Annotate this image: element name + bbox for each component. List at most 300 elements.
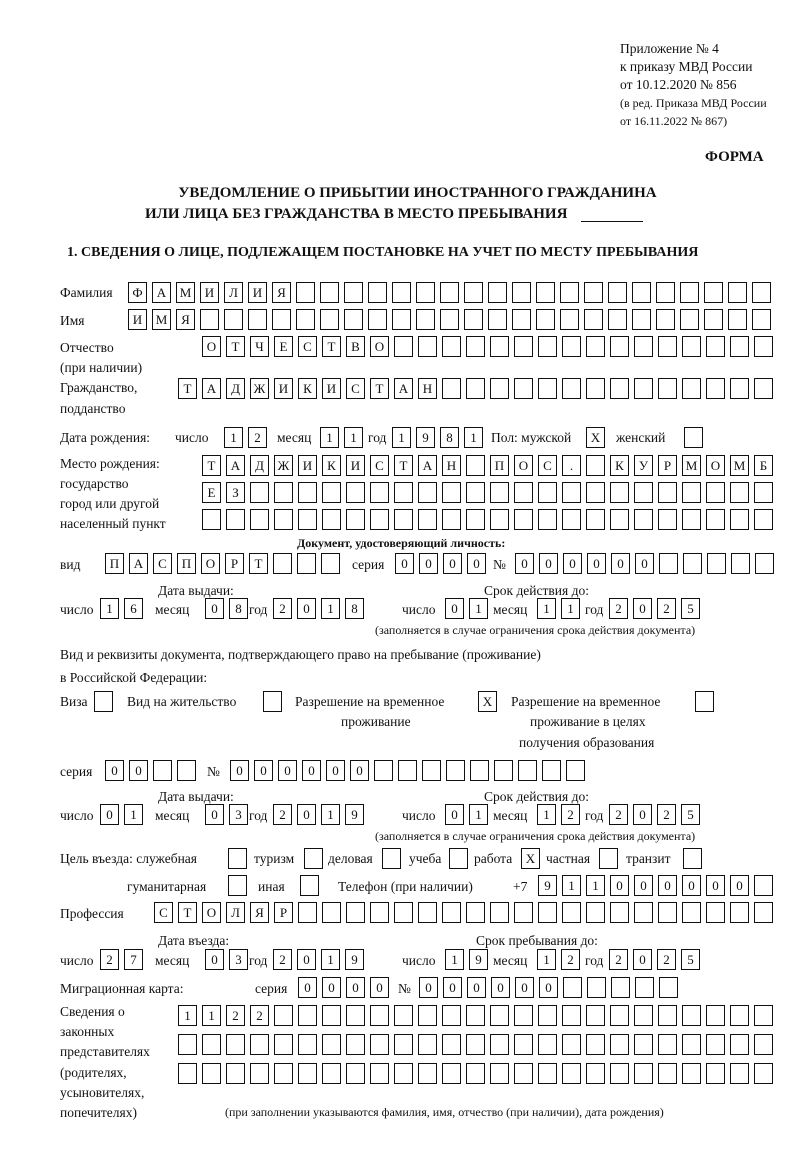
char-cell[interactable]	[752, 282, 771, 303]
char-cell[interactable]	[398, 760, 417, 781]
char-cell[interactable]: 0	[350, 760, 369, 781]
char-cell[interactable]	[560, 309, 579, 330]
char-cell[interactable]	[394, 1034, 413, 1055]
checkbox-cell[interactable]	[695, 691, 714, 712]
char-cell[interactable]	[298, 509, 317, 530]
char-cell[interactable]	[538, 1063, 557, 1084]
char-cell[interactable]: 8	[229, 598, 248, 619]
char-cell[interactable]: 0	[302, 760, 321, 781]
char-cell[interactable]	[566, 760, 585, 781]
char-cell[interactable]	[514, 1063, 533, 1084]
char-cell[interactable]	[418, 902, 437, 923]
char-cell[interactable]	[754, 509, 773, 530]
char-cell[interactable]: 0	[539, 977, 558, 998]
char-cell[interactable]	[394, 1063, 413, 1084]
checkbox-cell[interactable]	[683, 848, 702, 869]
char-cell[interactable]	[370, 1005, 389, 1026]
char-cell[interactable]	[442, 336, 461, 357]
char-cell[interactable]	[562, 509, 581, 530]
char-cell[interactable]	[754, 1005, 773, 1026]
char-cell[interactable]	[422, 760, 441, 781]
char-cell[interactable]	[586, 378, 605, 399]
char-cell[interactable]	[346, 902, 365, 923]
char-cell[interactable]	[394, 482, 413, 503]
char-cell[interactable]	[680, 309, 699, 330]
char-cell[interactable]	[322, 902, 341, 923]
char-cell[interactable]	[297, 553, 316, 574]
char-cell[interactable]	[682, 509, 701, 530]
char-cell[interactable]	[490, 336, 509, 357]
char-cell[interactable]	[706, 1005, 725, 1026]
char-cell[interactable]: 9	[469, 949, 488, 970]
char-cell[interactable]	[466, 455, 485, 476]
char-cell[interactable]: 0	[443, 977, 462, 998]
char-cell[interactable]	[536, 309, 555, 330]
char-cell[interactable]	[418, 1005, 437, 1026]
char-cell[interactable]	[442, 482, 461, 503]
char-cell[interactable]: Ч	[250, 336, 269, 357]
char-cell[interactable]	[442, 902, 461, 923]
char-cell[interactable]	[754, 336, 773, 357]
char-cell[interactable]: 9	[538, 875, 557, 896]
char-cell[interactable]	[730, 378, 749, 399]
char-cell[interactable]	[754, 1034, 773, 1055]
char-cell[interactable]	[370, 482, 389, 503]
char-cell[interactable]	[682, 1005, 701, 1026]
char-cell[interactable]: 0	[419, 977, 438, 998]
char-cell[interactable]	[178, 1034, 197, 1055]
char-cell[interactable]: Я	[250, 902, 269, 923]
char-cell[interactable]: Т	[322, 336, 341, 357]
char-cell[interactable]	[466, 1005, 485, 1026]
char-cell[interactable]	[320, 282, 339, 303]
char-cell[interactable]	[659, 553, 678, 574]
char-cell[interactable]: С	[538, 455, 557, 476]
char-cell[interactable]	[658, 336, 677, 357]
char-cell[interactable]: 0	[370, 977, 389, 998]
char-cell[interactable]: З	[226, 482, 245, 503]
char-cell[interactable]: 2	[657, 804, 676, 825]
char-cell[interactable]: 2	[609, 949, 628, 970]
char-cell[interactable]	[490, 378, 509, 399]
char-cell[interactable]	[494, 760, 513, 781]
checkbox-cell[interactable]: X	[586, 427, 605, 448]
char-cell[interactable]: А	[202, 378, 221, 399]
char-cell[interactable]	[442, 1034, 461, 1055]
char-cell[interactable]	[658, 509, 677, 530]
char-cell[interactable]: О	[370, 336, 389, 357]
char-cell[interactable]	[250, 1063, 269, 1084]
checkbox-cell[interactable]: X	[478, 691, 497, 712]
char-cell[interactable]	[538, 1005, 557, 1026]
char-cell[interactable]	[514, 1005, 533, 1026]
char-cell[interactable]	[466, 482, 485, 503]
char-cell[interactable]: .	[562, 455, 581, 476]
char-cell[interactable]	[538, 378, 557, 399]
char-cell[interactable]	[706, 509, 725, 530]
char-cell[interactable]: Е	[274, 336, 293, 357]
checkbox-cell[interactable]	[228, 875, 247, 896]
char-cell[interactable]	[248, 309, 267, 330]
char-cell[interactable]	[536, 282, 555, 303]
char-cell[interactable]: 9	[345, 804, 364, 825]
checkbox-cell[interactable]	[382, 848, 401, 869]
char-cell[interactable]: И	[128, 309, 147, 330]
char-cell[interactable]: И	[298, 455, 317, 476]
char-cell[interactable]	[418, 482, 437, 503]
char-cell[interactable]	[730, 1034, 749, 1055]
char-cell[interactable]	[418, 336, 437, 357]
char-cell[interactable]	[370, 1034, 389, 1055]
char-cell[interactable]	[346, 1005, 365, 1026]
char-cell[interactable]	[586, 455, 605, 476]
char-cell[interactable]: 9	[416, 427, 435, 448]
char-cell[interactable]	[298, 902, 317, 923]
char-cell[interactable]	[682, 378, 701, 399]
char-cell[interactable]	[464, 309, 483, 330]
char-cell[interactable]: 0	[730, 875, 749, 896]
char-cell[interactable]: С	[370, 455, 389, 476]
char-cell[interactable]	[683, 553, 702, 574]
char-cell[interactable]: 1	[469, 598, 488, 619]
char-cell[interactable]: П	[105, 553, 124, 574]
char-cell[interactable]: Ж	[250, 378, 269, 399]
checkbox-cell[interactable]: X	[521, 848, 540, 869]
char-cell[interactable]	[514, 482, 533, 503]
char-cell[interactable]: 8	[345, 598, 364, 619]
char-cell[interactable]	[490, 1063, 509, 1084]
char-cell[interactable]: 2	[273, 598, 292, 619]
char-cell[interactable]	[611, 977, 630, 998]
char-cell[interactable]: Я	[176, 309, 195, 330]
char-cell[interactable]	[538, 509, 557, 530]
char-cell[interactable]: П	[490, 455, 509, 476]
char-cell[interactable]: 0	[445, 804, 464, 825]
char-cell[interactable]: 1	[469, 804, 488, 825]
char-cell[interactable]: М	[682, 455, 701, 476]
char-cell[interactable]	[730, 482, 749, 503]
char-cell[interactable]: 1	[537, 949, 556, 970]
char-cell[interactable]	[586, 1005, 605, 1026]
char-cell[interactable]	[538, 902, 557, 923]
char-cell[interactable]: А	[418, 455, 437, 476]
char-cell[interactable]: 3	[229, 804, 248, 825]
char-cell[interactable]	[562, 1063, 581, 1084]
char-cell[interactable]	[518, 760, 537, 781]
char-cell[interactable]	[394, 902, 413, 923]
char-cell[interactable]: 0	[539, 553, 558, 574]
char-cell[interactable]	[370, 902, 389, 923]
char-cell[interactable]: 0	[633, 598, 652, 619]
char-cell[interactable]: 0	[278, 760, 297, 781]
char-cell[interactable]: Т	[226, 336, 245, 357]
char-cell[interactable]	[754, 902, 773, 923]
char-cell[interactable]: 1	[124, 804, 143, 825]
char-cell[interactable]: В	[346, 336, 365, 357]
char-cell[interactable]: 1	[344, 427, 363, 448]
char-cell[interactable]: 0	[515, 977, 534, 998]
char-cell[interactable]	[374, 760, 393, 781]
char-cell[interactable]	[392, 309, 411, 330]
char-cell[interactable]	[442, 1063, 461, 1084]
char-cell[interactable]: 0	[205, 804, 224, 825]
char-cell[interactable]: 6	[124, 598, 143, 619]
char-cell[interactable]: 0	[633, 949, 652, 970]
char-cell[interactable]: Ф	[128, 282, 147, 303]
char-cell[interactable]	[752, 309, 771, 330]
char-cell[interactable]: О	[202, 902, 221, 923]
char-cell[interactable]	[560, 282, 579, 303]
char-cell[interactable]	[466, 336, 485, 357]
char-cell[interactable]: Р	[225, 553, 244, 574]
char-cell[interactable]	[754, 1063, 773, 1084]
char-cell[interactable]	[394, 1005, 413, 1026]
char-cell[interactable]	[466, 378, 485, 399]
char-cell[interactable]	[682, 482, 701, 503]
char-cell[interactable]	[250, 1034, 269, 1055]
char-cell[interactable]	[610, 1034, 629, 1055]
char-cell[interactable]	[634, 509, 653, 530]
char-cell[interactable]	[610, 378, 629, 399]
char-cell[interactable]	[346, 1063, 365, 1084]
char-cell[interactable]: Д	[226, 378, 245, 399]
char-cell[interactable]: 2	[226, 1005, 245, 1026]
char-cell[interactable]	[153, 760, 172, 781]
char-cell[interactable]	[754, 378, 773, 399]
char-cell[interactable]: 1	[562, 875, 581, 896]
char-cell[interactable]: К	[322, 455, 341, 476]
char-cell[interactable]	[370, 509, 389, 530]
char-cell[interactable]	[586, 482, 605, 503]
char-cell[interactable]: 5	[681, 804, 700, 825]
char-cell[interactable]	[274, 1063, 293, 1084]
char-cell[interactable]	[706, 482, 725, 503]
char-cell[interactable]	[658, 482, 677, 503]
char-cell[interactable]	[272, 309, 291, 330]
char-cell[interactable]	[418, 1034, 437, 1055]
char-cell[interactable]	[634, 1005, 653, 1026]
char-cell[interactable]	[658, 902, 677, 923]
char-cell[interactable]: Ж	[274, 455, 293, 476]
char-cell[interactable]: 0	[297, 949, 316, 970]
char-cell[interactable]: 1	[561, 598, 580, 619]
char-cell[interactable]	[586, 336, 605, 357]
char-cell[interactable]	[754, 482, 773, 503]
char-cell[interactable]: И	[200, 282, 219, 303]
char-cell[interactable]: 0	[129, 760, 148, 781]
char-cell[interactable]	[538, 482, 557, 503]
char-cell[interactable]: С	[346, 378, 365, 399]
char-cell[interactable]: 0	[297, 804, 316, 825]
char-cell[interactable]	[298, 1063, 317, 1084]
char-cell[interactable]: М	[152, 309, 171, 330]
char-cell[interactable]	[464, 282, 483, 303]
char-cell[interactable]: И	[274, 378, 293, 399]
char-cell[interactable]	[730, 1005, 749, 1026]
char-cell[interactable]: 7	[124, 949, 143, 970]
char-cell[interactable]	[446, 760, 465, 781]
char-cell[interactable]	[706, 378, 725, 399]
char-cell[interactable]	[728, 282, 747, 303]
char-cell[interactable]: А	[226, 455, 245, 476]
checkbox-cell[interactable]	[300, 875, 319, 896]
char-cell[interactable]: 0	[491, 977, 510, 998]
char-cell[interactable]	[368, 282, 387, 303]
char-cell[interactable]	[538, 336, 557, 357]
char-cell[interactable]	[466, 1034, 485, 1055]
char-cell[interactable]	[656, 309, 675, 330]
char-cell[interactable]: К	[298, 378, 317, 399]
char-cell[interactable]	[442, 1005, 461, 1026]
char-cell[interactable]	[586, 509, 605, 530]
char-cell[interactable]	[610, 336, 629, 357]
char-cell[interactable]	[538, 1034, 557, 1055]
char-cell[interactable]	[490, 1005, 509, 1026]
char-cell[interactable]	[514, 902, 533, 923]
char-cell[interactable]: Р	[274, 902, 293, 923]
char-cell[interactable]	[488, 309, 507, 330]
char-cell[interactable]	[344, 282, 363, 303]
char-cell[interactable]: 0	[443, 553, 462, 574]
char-cell[interactable]	[370, 1063, 389, 1084]
char-cell[interactable]	[346, 509, 365, 530]
char-cell[interactable]	[656, 282, 675, 303]
char-cell[interactable]: 0	[467, 553, 486, 574]
char-cell[interactable]: 1	[321, 804, 340, 825]
char-cell[interactable]: Р	[658, 455, 677, 476]
char-cell[interactable]: 0	[254, 760, 273, 781]
char-cell[interactable]	[634, 1034, 653, 1055]
char-cell[interactable]: 3	[229, 949, 248, 970]
char-cell[interactable]	[706, 1034, 725, 1055]
checkbox-cell[interactable]	[449, 848, 468, 869]
char-cell[interactable]	[274, 1005, 293, 1026]
char-cell[interactable]	[466, 902, 485, 923]
char-cell[interactable]: О	[706, 455, 725, 476]
char-cell[interactable]	[394, 336, 413, 357]
char-cell[interactable]: А	[129, 553, 148, 574]
char-cell[interactable]: П	[177, 553, 196, 574]
char-cell[interactable]	[542, 760, 561, 781]
char-cell[interactable]	[514, 1034, 533, 1055]
char-cell[interactable]: С	[154, 902, 173, 923]
char-cell[interactable]	[634, 902, 653, 923]
char-cell[interactable]: У	[634, 455, 653, 476]
char-cell[interactable]	[632, 282, 651, 303]
char-cell[interactable]: 0	[515, 553, 534, 574]
char-cell[interactable]	[730, 1063, 749, 1084]
char-cell[interactable]	[274, 1034, 293, 1055]
char-cell[interactable]	[298, 482, 317, 503]
char-cell[interactable]	[226, 1034, 245, 1055]
checkbox-cell[interactable]	[263, 691, 282, 712]
char-cell[interactable]	[562, 902, 581, 923]
char-cell[interactable]	[610, 1063, 629, 1084]
char-cell[interactable]	[514, 336, 533, 357]
char-cell[interactable]	[274, 482, 293, 503]
char-cell[interactable]: О	[201, 553, 220, 574]
char-cell[interactable]: Д	[250, 455, 269, 476]
checkbox-cell[interactable]	[228, 848, 247, 869]
char-cell[interactable]	[634, 336, 653, 357]
char-cell[interactable]	[608, 282, 627, 303]
char-cell[interactable]: 0	[346, 977, 365, 998]
char-cell[interactable]	[273, 553, 292, 574]
checkbox-cell[interactable]	[599, 848, 618, 869]
char-cell[interactable]: 1	[321, 598, 340, 619]
char-cell[interactable]	[682, 336, 701, 357]
char-cell[interactable]: 1	[445, 949, 464, 970]
char-cell[interactable]	[562, 1005, 581, 1026]
checkbox-cell[interactable]	[684, 427, 703, 448]
checkbox-cell[interactable]	[94, 691, 113, 712]
char-cell[interactable]	[466, 509, 485, 530]
char-cell[interactable]	[563, 977, 582, 998]
char-cell[interactable]	[658, 378, 677, 399]
char-cell[interactable]	[368, 309, 387, 330]
char-cell[interactable]: 2	[100, 949, 119, 970]
char-cell[interactable]: 5	[681, 598, 700, 619]
char-cell[interactable]: 0	[395, 553, 414, 574]
char-cell[interactable]	[488, 282, 507, 303]
char-cell[interactable]: 2	[248, 427, 267, 448]
char-cell[interactable]: 0	[205, 949, 224, 970]
char-cell[interactable]	[418, 509, 437, 530]
char-cell[interactable]	[250, 509, 269, 530]
char-cell[interactable]: Т	[370, 378, 389, 399]
char-cell[interactable]	[321, 553, 340, 574]
char-cell[interactable]	[512, 309, 531, 330]
char-cell[interactable]	[634, 1063, 653, 1084]
char-cell[interactable]	[512, 282, 531, 303]
char-cell[interactable]	[704, 309, 723, 330]
char-cell[interactable]: Т	[202, 455, 221, 476]
char-cell[interactable]: 1	[202, 1005, 221, 1026]
char-cell[interactable]	[658, 1034, 677, 1055]
char-cell[interactable]	[416, 309, 435, 330]
char-cell[interactable]	[470, 760, 489, 781]
char-cell[interactable]: Т	[249, 553, 268, 574]
char-cell[interactable]: Т	[394, 455, 413, 476]
char-cell[interactable]	[202, 509, 221, 530]
char-cell[interactable]: 0	[706, 875, 725, 896]
char-cell[interactable]	[728, 309, 747, 330]
char-cell[interactable]	[490, 902, 509, 923]
char-cell[interactable]	[202, 1034, 221, 1055]
char-cell[interactable]	[680, 282, 699, 303]
char-cell[interactable]: 2	[273, 804, 292, 825]
char-cell[interactable]: 1	[224, 427, 243, 448]
char-cell[interactable]	[754, 875, 773, 896]
char-cell[interactable]	[730, 902, 749, 923]
char-cell[interactable]: 2	[657, 949, 676, 970]
char-cell[interactable]	[562, 378, 581, 399]
char-cell[interactable]: 2	[561, 949, 580, 970]
char-cell[interactable]: 1	[321, 949, 340, 970]
char-cell[interactable]: М	[176, 282, 195, 303]
char-cell[interactable]	[634, 378, 653, 399]
char-cell[interactable]: Т	[178, 902, 197, 923]
char-cell[interactable]: Н	[442, 455, 461, 476]
char-cell[interactable]	[490, 1034, 509, 1055]
char-cell[interactable]: 1	[392, 427, 411, 448]
char-cell[interactable]: 0	[611, 553, 630, 574]
char-cell[interactable]: К	[610, 455, 629, 476]
char-cell[interactable]: 2	[250, 1005, 269, 1026]
checkbox-cell[interactable]	[304, 848, 323, 869]
char-cell[interactable]	[755, 553, 774, 574]
char-cell[interactable]: 0	[467, 977, 486, 998]
